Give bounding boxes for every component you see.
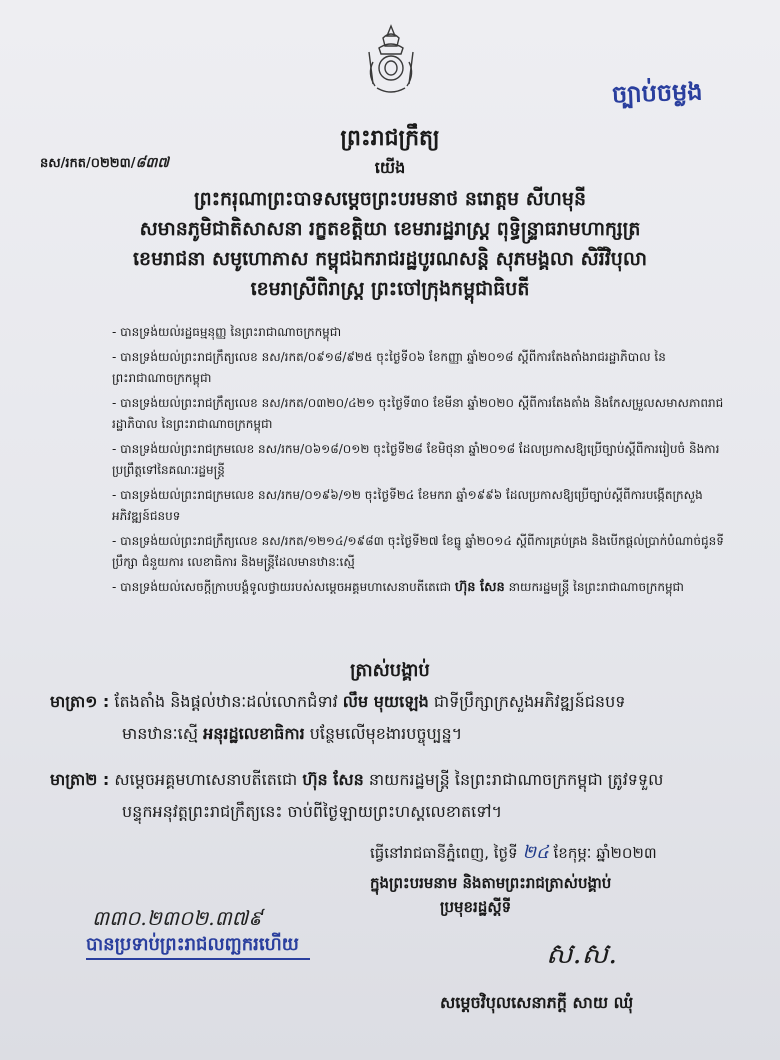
appointee-name: លឹម មុយឡេង: [342, 692, 429, 711]
pm-name: ហ៊ុន សែន: [302, 770, 364, 789]
article-text: តែងតាំង និងផ្តល់ឋានៈដល់លោកជំទាវ: [114, 692, 338, 711]
seal-stamp: បានប្រទាប់ព្រះរាជលញ្ឆករហើយ: [86, 934, 299, 955]
left-handwritten-note: ៣៣០.២៣០២.៣៧៩: [92, 906, 263, 930]
article-text: នាយករដ្ឋមន្ត្រី នៃព្រះរាជាណាចក្រកម្ពុជា ត្រូវទទួល: [368, 770, 664, 789]
place-date-text: ខែកុម្ភៈ ឆ្នាំ២០២៣: [553, 844, 657, 862]
article-2: [50, 764, 750, 828]
article-text: បន្ទុកអនុវត្តព្រះរាជក្រឹត្យនេះ ចាប់ពីថ្ងៃឡាយព្រះហស្តលេខាតទៅ។: [122, 802, 503, 821]
recital-item-pm: [112, 577, 732, 598]
signature: ស.ស.: [546, 937, 618, 970]
recitals-list: [112, 322, 732, 602]
king-title-line: ខេមរាស្រីពិរាស្ត្រ ព្រះចៅក្រុងកម្ពុជាធិបតី: [250, 278, 530, 300]
royal-emblem-icon: [365, 22, 417, 98]
recital-item: - បានទ្រង់យល់ព្រះរាជក្រមលេខ នស/រកម/០៦១៨/០១២ ចុះថ្ងៃទី២៨ ខែមិថុនា ឆ្នាំ២០១៨ ដែលប្រកាសឱ្យប្រើច្បាប់ស្តីពីការរៀបចំ និងការប្រព្រឹត្តទៅនៃគណៈរដ្ឋមន្ត្រី: [112, 442, 720, 477]
recital-text: នាយករដ្ឋមន្ត្រី នៃព្រះរាជាណាចក្រកម្ពុជា: [508, 580, 684, 594]
king-title-line: ខេមរាជនា សមូហោភាស កម្ពុជឯករាជរដ្ឋបូរណសន្តិ សុភមង្គលា សិរីវិបុលា: [133, 248, 647, 270]
document-title: ព្រះរាជក្រឹត្យ: [340, 126, 440, 151]
article-label: មាត្រា១ :: [50, 692, 110, 711]
place-date-text: ធ្វើនៅរាជធានីភ្នំពេញ, ថ្ងៃទី: [370, 844, 518, 862]
by-order-line: ក្នុងព្រះបរមនាម និងតាមព្រះរាជត្រាស់បង្គាប់: [370, 874, 612, 892]
article-text: មានឋានៈស្មើ: [122, 724, 198, 743]
article-1: [50, 686, 750, 750]
king-title-line: សមានភូមិជាតិសាសនា រក្ខតខត្តិយា ខេមរារដ្ឋរាស្ត្រ ពុទ្ធិន្ទ្រាធរាមហាក្សត្រ: [139, 218, 641, 240]
recital-item: - បានទ្រង់យល់ព្រះរាជក្រឹត្យលេខ នស/រកត/០៣២០/៤២១ ចុះថ្ងៃទី៣០ ខែមីនា ឆ្នាំ២០២០ ស្តីពីការតែងតាំង និងកែសម្រួលសមាសភាពរាជរដ្ឋាភិបាល នៃព្រះរាជាណាចក្រកម្ពុជា: [112, 396, 724, 431]
acting-head-title: ប្រមុខរដ្ឋស្តីទី: [440, 898, 512, 916]
stamp-underline: [86, 958, 310, 960]
copy-stamp: ច្បាប់ចម្លង: [611, 77, 703, 109]
signer-name: សម្តេចវិបុលសេនាភក្តី សាយ ឈុំ: [440, 993, 634, 1012]
recital-item: - បានទ្រង់យល់រដ្ឋធម្មនុញ្ញ នៃព្រះរាជាណាចក្រកម្ពុជា: [112, 325, 342, 339]
article-text: បន្ថែមលើមុខងារបច្ចុប្បន្ន។: [309, 724, 463, 743]
recital-item: - បានទ្រង់យល់ព្រះរាជក្រឹត្យលេខ នស/រកត/០៩១៨/៩២៥ ចុះថ្ងៃទី០៦ ខែកញ្ញា ឆ្នាំ២០១៨ ស្តីពីការតែងតាំងរាជរដ្ឋាភិបាល នៃព្រះរាជាណាចក្រកម្ពុជា: [112, 350, 666, 385]
recital-item: - បានទ្រង់យល់ព្រះរាជក្រមលេខ នស/រកម/០១៩៦/១២ ចុះថ្ងៃទី២៤ ខែមករា ឆ្នាំ១៩៩៦ ដែលប្រកាសឱ្យប្រើច្បាប់ស្តីពីការបង្កើតក្រសួងអភិវឌ្ឍន៍ជនបទ: [112, 488, 703, 523]
yeung-heading: យើង: [374, 158, 406, 177]
king-title-line: ព្រះករុណាព្រះបាទសម្តេចព្រះបរមនាថ នរោត្តម សីហមុនី: [193, 188, 587, 210]
article-label: មាត្រា២ :: [50, 770, 110, 789]
article-text: ជាទីប្រឹក្សាក្រសួងអភិវឌ្ឍន៍ជនបទ: [433, 692, 626, 711]
recital-item: - បានទ្រង់យល់ព្រះរាជក្រឹត្យលេខ នស/រកត/១២១៤/១៩៨៣ ចុះថ្ងៃទី២៧ ខែធ្នូ ឆ្នាំ២០១៤ ស្តីពីការគ្រប់គ្រង និងបើកផ្តល់ប្រាក់បំណាច់ជូនទីប្រឹក្សា ជំនួយការ លេខាធិការ និងមន្ត្រីដែលមានឋានៈស្មើ: [112, 534, 724, 569]
reference-handwritten: ៨៣៧: [135, 155, 169, 171]
pm-name: ហ៊ុន សែន: [454, 580, 505, 595]
article-text: សម្តេចអគ្គមហាសេនាបតីតេជោ: [114, 770, 298, 789]
place-date-block: [370, 838, 750, 898]
recital-text: - បានទ្រង់យល់សេចក្តីក្រាបបង្គំទូលថ្វាយរបស់សម្តេចអគ្គមហាសេនាបតីតេជោ: [112, 580, 452, 594]
reference-prefix: នស/រកត/០២២៣/: [40, 156, 136, 171]
king-title-block: [0, 184, 780, 304]
order-heading: ត្រាស់បង្គាប់: [350, 660, 430, 681]
date-day-handwritten: ២៤: [522, 842, 549, 863]
rank-title: អនុរដ្ឋលេខាធិការ: [203, 724, 305, 743]
